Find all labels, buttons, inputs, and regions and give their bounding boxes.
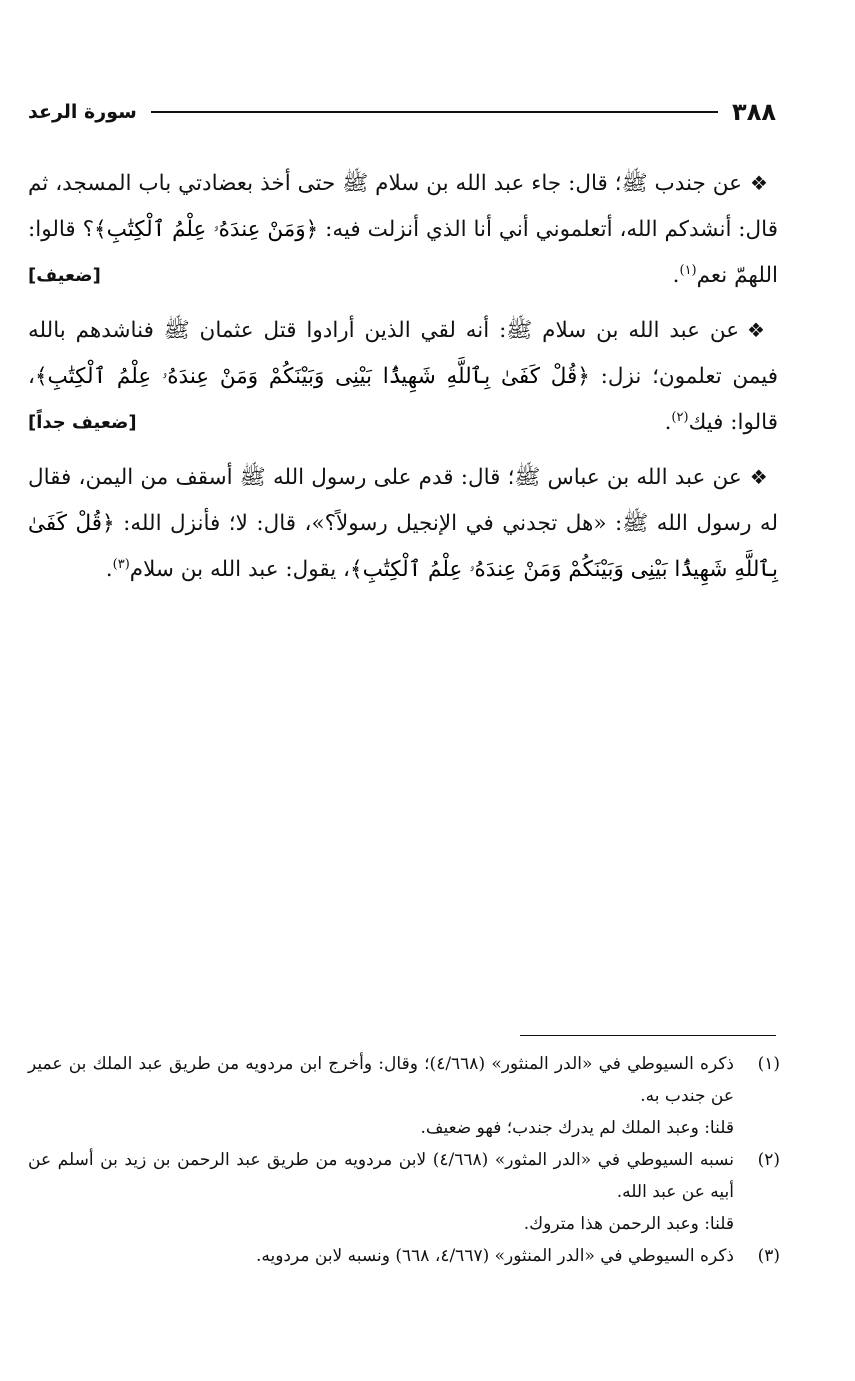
footnote-3 bbox=[28, 1240, 780, 1272]
footnote-ref[interactable]: (٢) bbox=[671, 409, 689, 425]
main-text bbox=[28, 160, 778, 601]
hadith-text: عن عبد الله بن عباس ﷺ؛ قال: قدم على رسول الله ﷺ أسقف من اليمن، فقال له رسول الله ﷺ: «هل تجدني في الإنجيل رسولاً؟»، قال: لا؛ فأنزل الله: bbox=[28, 465, 779, 536]
footnote-number: (٣) bbox=[757, 1246, 780, 1266]
page-number: ٣٨٨ bbox=[732, 98, 776, 126]
hadith-text: عن جندب ﷺ؛ قال: جاء عبد الله بن سلام ﷺ حتى أخذ بعضادتي باب المسجد، ثم قال: أنشدكم الله، أتعلموني أني أنا الذي أنزلت فيه: bbox=[28, 171, 778, 242]
hadith-grade: [ضعيف] bbox=[28, 265, 101, 286]
footnotes bbox=[28, 1048, 780, 1272]
footnote-separator bbox=[520, 1035, 776, 1036]
hadith-paragraph-3 bbox=[28, 454, 778, 593]
footnote-ref[interactable]: (١) bbox=[679, 262, 697, 278]
footnote-line: قلنا: وعبد الملك لم يدرك جندب؛ فهو ضعيف. bbox=[420, 1118, 734, 1138]
footnote-1 bbox=[28, 1048, 780, 1144]
footnote-body bbox=[28, 1048, 734, 1144]
surah-title: سورة الرعد bbox=[28, 101, 137, 123]
hadith-text-after: ؟ قالوا: اللهمّ نعم bbox=[28, 217, 778, 288]
hadith-grade: [ضعيف جداً] bbox=[28, 412, 137, 433]
hadith-paragraph-1 bbox=[28, 160, 778, 299]
bullet-icon: ❖ bbox=[749, 171, 768, 195]
footnote-number: (٢) bbox=[757, 1150, 780, 1170]
footnote-body bbox=[28, 1144, 734, 1240]
quran-verse: ﴿قُلْ كَفَىٰ بِٱللَّهِ شَهِيدًۢا بَيْنِى وَبَيْنَكُمْ وَمَنْ عِندَهُۥ عِلْمُ ٱلْكِتَٰبِ﴾ bbox=[28, 511, 778, 582]
quran-verse: ﴿قُلْ كَفَىٰ بِٱللَّهِ شَهِيدًۢا بَيْنِى وَبَيْنَكُمْ وَمَنْ عِندَهُۥ عِلْمُ ٱلْكِتَٰبِ﴾ bbox=[34, 364, 590, 389]
bullet-icon: ❖ bbox=[749, 465, 768, 489]
footnote-ref[interactable]: (٣) bbox=[112, 556, 130, 572]
footnote-line: ذكره السيوطي في «الدر المنثور» (٤/٦٦٨)؛ وقال: وأخرج ابن مردويه من طريق عبد الملك بن عمير عن جندب به. bbox=[28, 1054, 735, 1106]
hadith-end: . bbox=[672, 263, 680, 288]
footnote-number: (١) bbox=[757, 1054, 780, 1074]
hadith-text-after: ، يقول: عبد الله بن سلام bbox=[129, 557, 350, 582]
header-rule bbox=[151, 111, 718, 113]
footnote-2 bbox=[28, 1144, 780, 1240]
quran-verse: ﴿وَمَنْ عِندَهُۥ عِلْمُ ٱلْكِتَٰبِ﴾ bbox=[94, 217, 319, 242]
page-header bbox=[28, 92, 776, 132]
footnote-line: نسبه السيوطي في «الدر المثور» (٤/٦٦٨) لابن مردويه من طريق عبد الرحمن بن زيد بن أسلم عن أبيه عن عبد الله. bbox=[28, 1150, 734, 1202]
bullet-icon: ❖ bbox=[747, 318, 768, 342]
footnote-body bbox=[28, 1240, 734, 1272]
hadith-paragraph-2 bbox=[28, 307, 778, 446]
hadith-text: عن عبد الله بن سلام ﷺ: أنه لقي الذين أرادوا قتل عثمان ﷺ فناشدهم بالله فيمن تعلمون؛ نزل: bbox=[28, 318, 778, 389]
hadith-end: . bbox=[664, 410, 672, 435]
hadith-end: . bbox=[105, 557, 113, 582]
hadith-text-after: ، قالوا: فيك bbox=[28, 364, 778, 435]
footnote-line: قلنا: وعبد الرحمن هذا متروك. bbox=[523, 1214, 734, 1234]
footnote-line: ذكره السيوطي في «الدر المنثور» (٤/٦٦٧، ٦٦٨) ونسبه لابن مردويه. bbox=[255, 1246, 734, 1266]
